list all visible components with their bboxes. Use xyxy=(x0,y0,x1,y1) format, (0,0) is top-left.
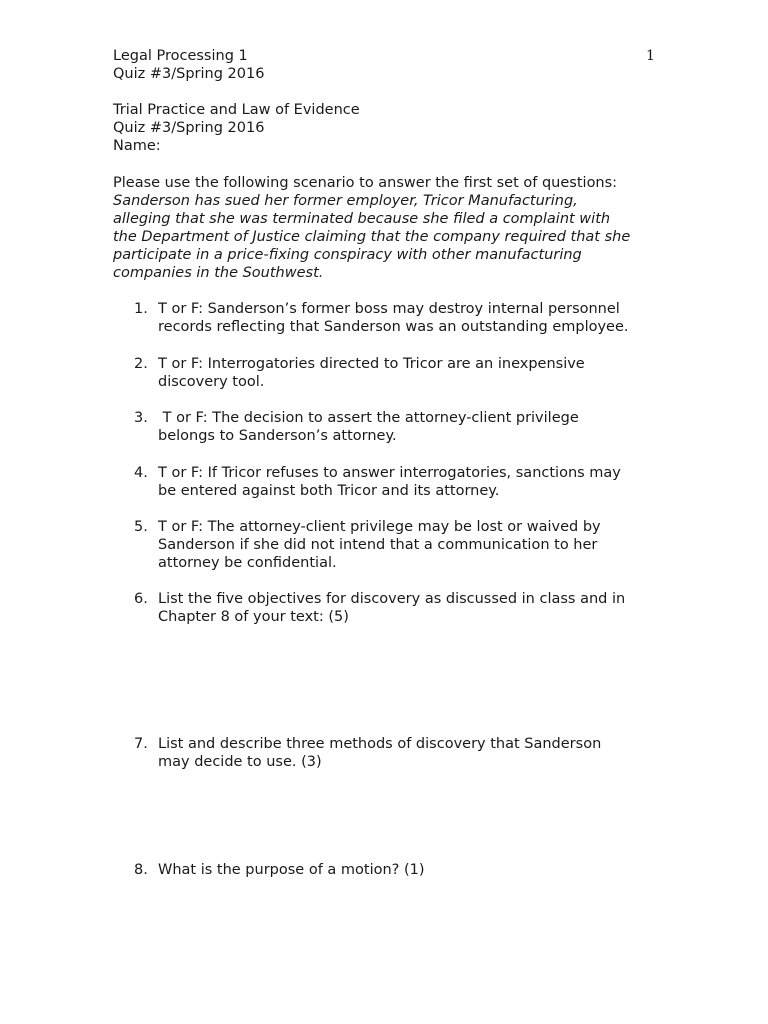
question-text xyxy=(158,861,658,879)
question-line: List the five objectives for discovery as discussed in class and in xyxy=(158,591,626,607)
scenario-line: the Department of Justice claiming that the company required that she xyxy=(113,229,631,245)
scenario-block xyxy=(113,174,658,282)
question-number: 4. xyxy=(134,465,148,481)
question-text xyxy=(158,355,658,391)
question-text xyxy=(158,590,658,626)
question-line: discovery tool. xyxy=(158,374,265,390)
page-header xyxy=(113,47,658,83)
document-title: Trial Practice and Law of Evidence xyxy=(113,102,360,118)
question-line: What is the purpose of a motion? (1) xyxy=(158,862,425,878)
quiz-term: Quiz #3/Spring 2016 xyxy=(113,120,265,136)
question-text xyxy=(158,518,658,572)
page-number: 1 xyxy=(646,48,655,64)
scenario-line: Sanderson has sued her former employer, Tricor Manufacturing, xyxy=(113,193,578,209)
scenario-line: participate in a price-fixing conspiracy with other manufacturing xyxy=(113,247,582,263)
question-line: T or F: Sanderson’s former boss may destroy internal personnel xyxy=(158,301,620,317)
question-text xyxy=(158,409,658,445)
name-label: Name: xyxy=(113,138,161,154)
scenario-line: companies in the Southwest. xyxy=(113,265,324,281)
question-line: Chapter 8 of your text: (5) xyxy=(158,609,349,625)
question-number: 1. xyxy=(134,301,148,317)
question-line: List and describe three methods of discovery that Sanderson xyxy=(158,736,602,752)
question-line: T or F: Interrogatories directed to Tricor are an inexpensive xyxy=(158,356,585,372)
question-number: 8. xyxy=(134,862,148,878)
question-line: T or F: The decision to assert the attorney-client privilege xyxy=(158,410,579,426)
question-line: Sanderson if she did not intend that a communication to her xyxy=(158,537,598,553)
title-block xyxy=(113,101,658,155)
question-line: attorney be confidential. xyxy=(158,555,337,571)
question-line: belongs to Sanderson’s attorney. xyxy=(158,428,397,444)
header-quiz-term: Quiz #3/Spring 2016 xyxy=(113,66,265,82)
question-number: 7. xyxy=(134,736,148,752)
course-name: Legal Processing 1 xyxy=(113,48,248,64)
question-line: may decide to use. (3) xyxy=(158,754,322,770)
question-text xyxy=(158,464,658,500)
question-number: 2. xyxy=(134,356,148,372)
question-line: T or F: If Tricor refuses to answer interrogatories, sanctions may xyxy=(158,465,621,481)
question-line: T or F: The attorney-client privilege may be lost or waived by xyxy=(158,519,601,535)
question-text xyxy=(158,300,658,336)
scenario-line: alleging that she was terminated because she filed a complaint with xyxy=(113,211,611,227)
question-number: 5. xyxy=(134,519,148,535)
instruction-text: Please use the following scenario to answer the first set of questions: xyxy=(113,175,618,191)
question-text xyxy=(158,735,658,771)
question-number: 6. xyxy=(134,591,148,607)
question-line: be entered against both Tricor and its attorney. xyxy=(158,483,500,499)
question-line: records reflecting that Sanderson was an outstanding employee. xyxy=(158,319,629,335)
question-number: 3. xyxy=(134,410,148,426)
